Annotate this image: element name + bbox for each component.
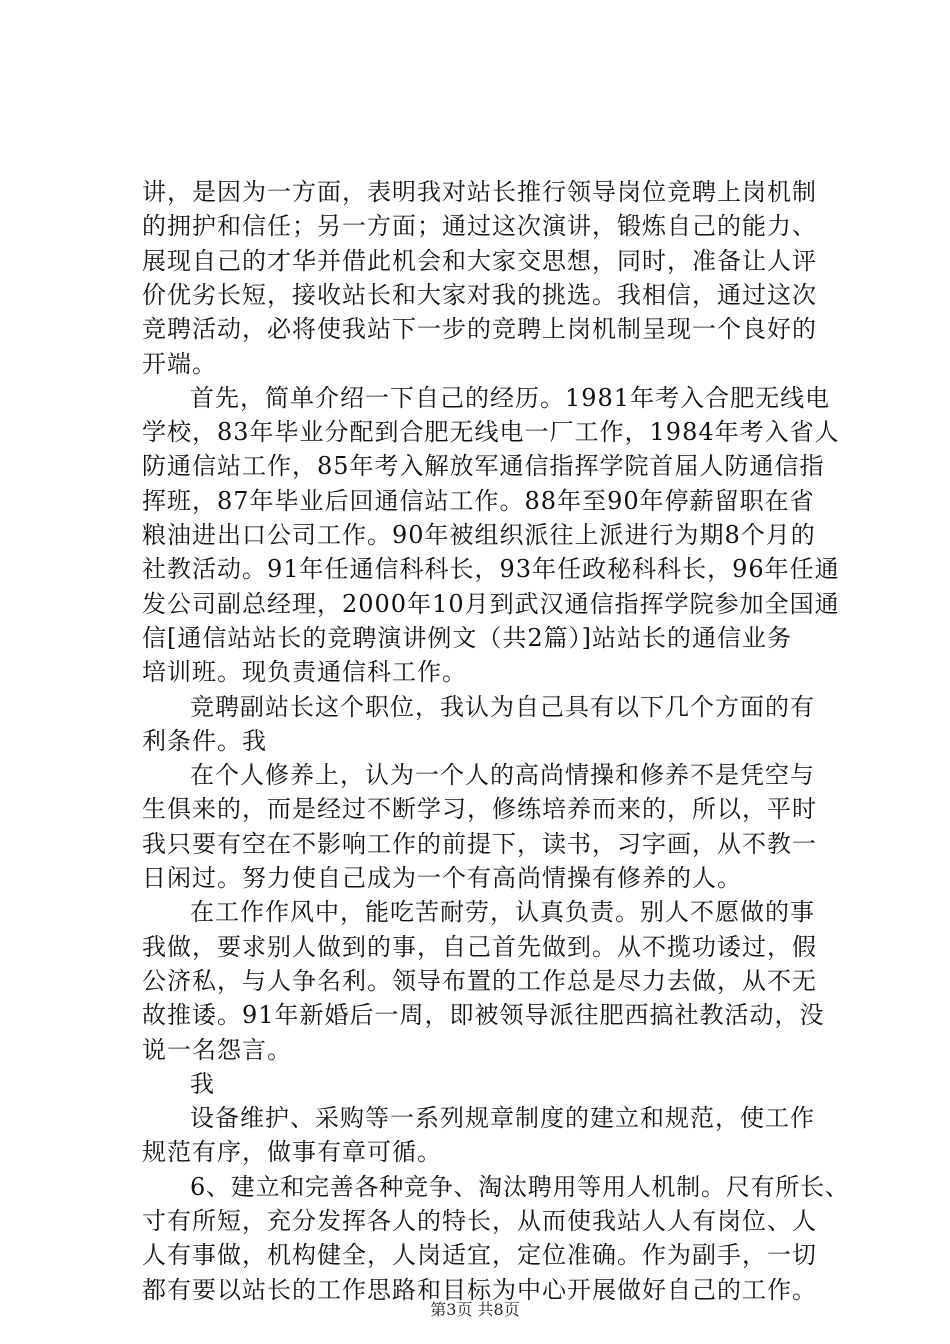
text-line: 信[通信站站长的竞聘演讲例文（共2篇）]站站长的通信业务: [142, 623, 792, 652]
text-line: 我做，要求别人做到的事，自己首先做到。从不揽功诿过，假: [142, 932, 817, 961]
text-line: 生俱来的，而是经过不断学习，修练培养而来的，所以，平时: [142, 795, 817, 824]
text-line: 粮油进出口公司工作。90年被组织派往上派进行为期8个月的: [142, 521, 816, 549]
page-footer: 第3页 共8页: [430, 1300, 520, 1319]
text-line: 设备维护、采购等一系列规章制度的建立和规范，使工作: [190, 1104, 815, 1133]
text-line: 的拥护和信任；另一方面；通过这次演讲，锻炼自己的能力、: [142, 212, 817, 241]
text-line: 在工作作风中，能吃苦耐劳，认真负责。别人不愿做的事: [190, 898, 815, 927]
text-line: 学校，83年毕业分配到合肥无线电一厂工作，1984年考入省人: [142, 418, 840, 447]
text-line: 我只要有空在不影响工作的前提下，读书，习字画，从不教一: [142, 829, 817, 858]
text-line: 公济私，与人争名利。领导布置的工作总是尽力去做，从不无: [142, 966, 817, 995]
text-line: 竞聘活动，必将使我站下一步的竞聘上岗机制呈现一个良好的: [142, 315, 817, 344]
text-line: 日闲过。努力使自己成为一个有高尚情操有修养的人。: [142, 864, 742, 892]
text-line: 寸有所短，充分发挥各人的特长，从而使我站人人有岗位、人: [142, 1207, 817, 1235]
text-line: 价优劣长短，接收站长和大家对我的挑选。我相信，通过这次: [142, 280, 817, 309]
text-line: 故推诿。91年新婚后一周，即被领导派往肥西搞社教活动，没: [142, 1001, 825, 1030]
text-line: 6、建立和完善各种竞争、淘汰聘用等用人机制。尺有所长、: [190, 1172, 850, 1201]
text-line: 在个人修养上，认为一个人的高尚情操和修养不是凭空与: [190, 761, 815, 790]
text-line: 人有事做，机构健全，人岗适宜，定位准确。作为副手，一切: [142, 1241, 817, 1270]
text-line: 竞聘副站长这个职位，我认为自己具有以下几个方面的有: [190, 692, 815, 721]
text-line: 都有要以站长的工作思路和目标为中心开展做好自己的工作。: [142, 1275, 817, 1304]
text-line: 开端。: [142, 349, 217, 378]
text-line: 展现自己的才华并借此机会和大家交思想，同时，准备让人评: [142, 246, 817, 275]
text-line: 发公司副总经理，2000年10月到武汉通信指挥学院参加全国通: [142, 589, 840, 618]
text-line: 我: [190, 1069, 215, 1098]
text-line: 规范有序，做事有章可循。: [142, 1138, 442, 1167]
text-line: 社教活动。91年任通信科科长，93年任政秘科科长，96年任通: [142, 555, 840, 584]
text-line: 培训班。现负责通信科工作。: [142, 658, 467, 687]
text-line: 挥班，87年毕业后回通信站工作。88年至90年停薪留职在省: [142, 486, 815, 515]
text-line: 首先，简单介绍一下自己的经历。1981年考入合肥无线电: [190, 383, 831, 412]
text-line: 防通信站工作，85年考入解放军通信指挥学院首届人防通信指: [142, 452, 825, 481]
text-line: 说一名怨言。: [142, 1035, 292, 1064]
text-line: 利条件。我: [142, 726, 267, 755]
text-line: 讲，是因为一方面，表明我对站长推行领导岗位竞聘上岗机制: [142, 178, 817, 206]
